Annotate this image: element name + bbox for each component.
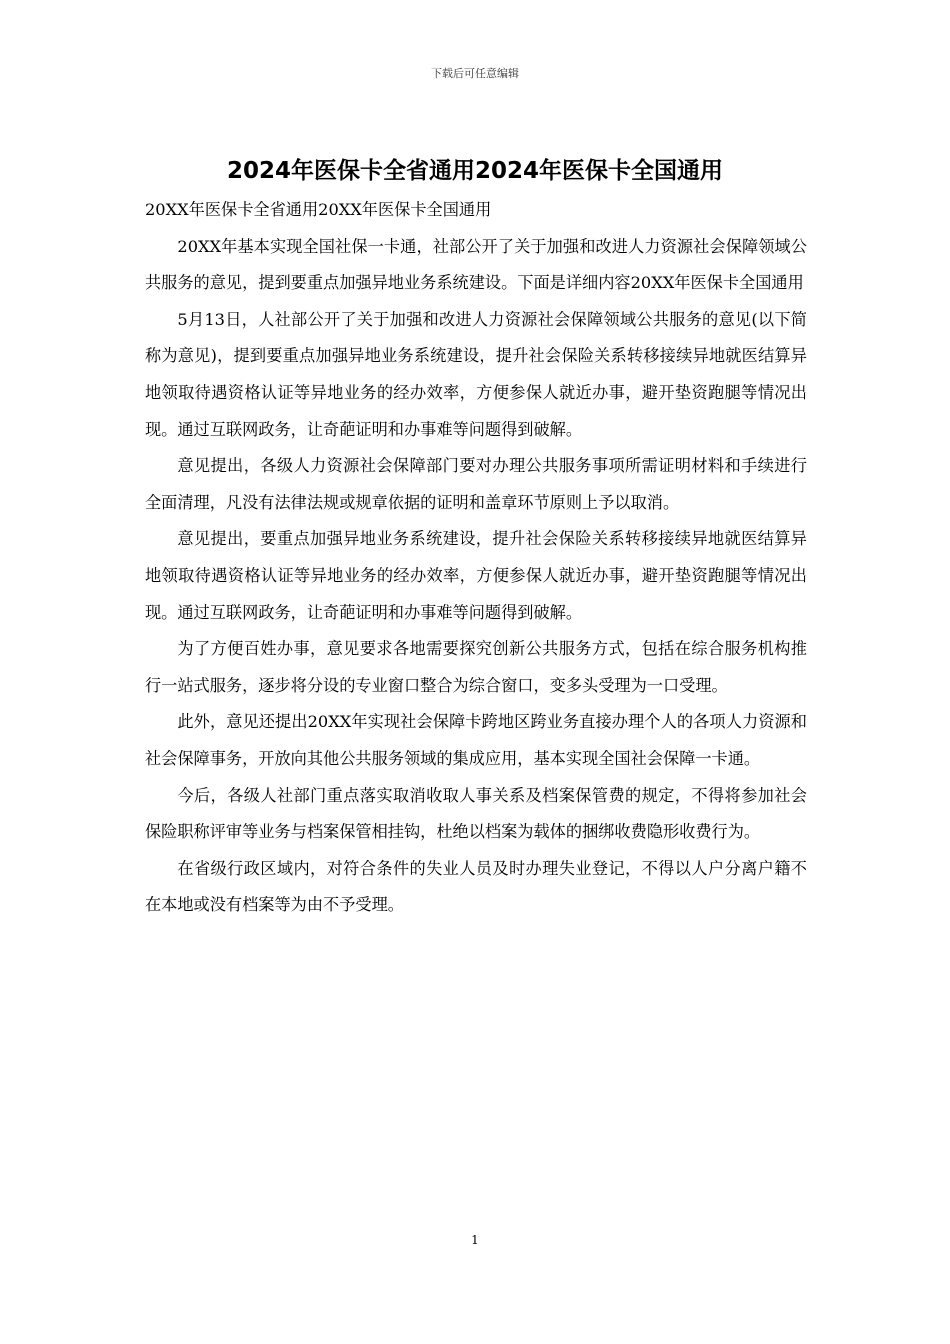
page-number: 1: [471, 1233, 479, 1247]
document-body: [145, 192, 807, 924]
paragraph-7: 今后，各级人社部门重点落实取消收取人事关系及档案保管费的规定，不得将参加社会保险职称评审等业务与档案保管相挂钩，杜绝以档案为载体的捆绑收费隐形收费行为。: [145, 785, 807, 842]
document-subtitle: 20XX年医保卡全省通用20XX年医保卡全国通用: [145, 200, 492, 219]
document-title: 2024年医保卡全省通用2024年医保卡全国通用: [226, 158, 724, 184]
paragraph-8: 在省级行政区域内，对符合条件的失业人员及时办理失业登记，不得以人户分离户籍不在本地或没有档案等为由不予受理。: [145, 858, 807, 915]
paragraph-4: 意见提出，要重点加强异地业务系统建设，提升社会保险关系转移接续异地就医结算异地领取待遇资格认证等异地业务的经办效率，方便参保人就近办事，避开垫资跑腿等情况出现。通过互联网政务，让奇葩证明和办事难等问题得到破解。: [145, 529, 807, 622]
paragraph-1: 20XX年基本实现全国社保一卡通，社部公开了关于加强和改进人力资源社会保障领域公共服务的意见，提到要重点加强异地业务系统建设。下面是详细内容20XX年医保卡全国通用: [145, 236, 807, 293]
paragraph-5: 为了方便百姓办事，意见要求各地需要探究创新公共服务方式，包括在综合服务机构推行一站式服务，逐步将分设的专业窗口整合为综合窗口，变多头受理为一口受理。: [145, 639, 807, 695]
paragraph-2: 5月13日，人社部公开了关于加强和改进人力资源社会保障领域公共服务的意见(以下简称为意见)，提到要重点加强异地业务系统建设，提升社会保险关系转移接续异地就医结算异地领取待遇资格认证等异地业务的经办效率，方便参保人就近办事，避开垫资跑腿等情况出现。通过互联网政务，让奇葩证明和办事难等问题得到破解。: [145, 309, 807, 439]
page-header: 下载后可任意编辑: [431, 67, 519, 80]
paragraph-6: 此外，意见还提出20XX年实现社会保障卡跨地区跨业务直接办理个人的各项人力资源和社会保障事务，开放向其他公共服务领域的集成应用，基本实现全国社会保障一卡通。: [145, 712, 807, 768]
paragraph-3: 意见提出，各级人力资源社会保障部门要对办理公共服务事项所需证明材料和手续进行全面清理，凡没有法律法规或规章依据的证明和盖章环节原则上予以取消。: [145, 456, 807, 512]
